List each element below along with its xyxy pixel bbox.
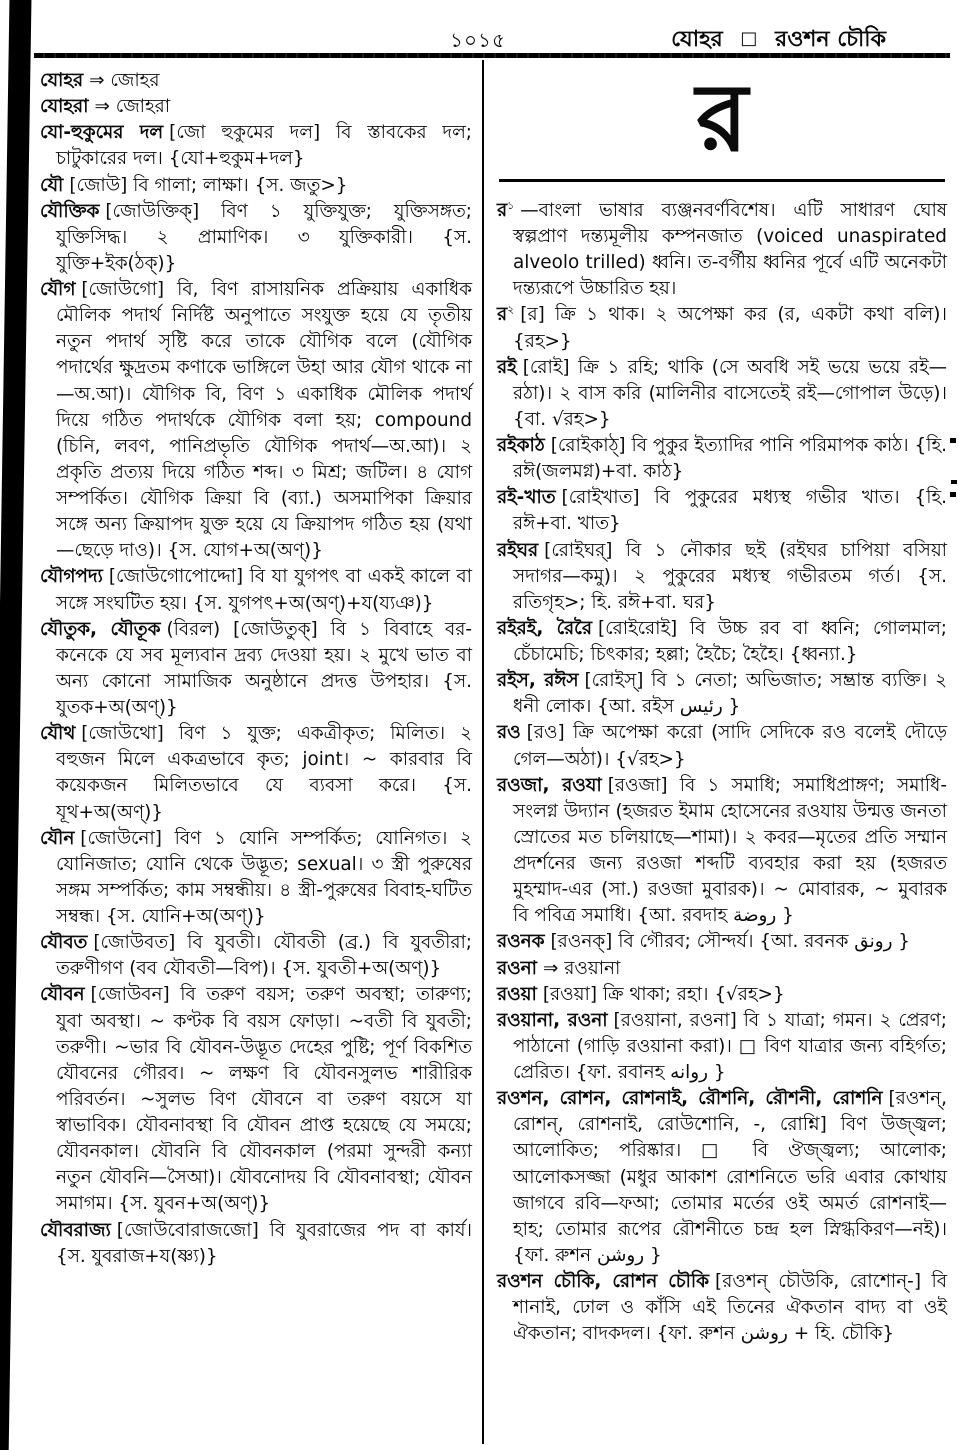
headword: যৌতুক, যৌতূক (40, 618, 161, 640)
scan-artifact-dash (950, 438, 956, 443)
headword: যৌবন (40, 984, 85, 1006)
headword: যৌন (40, 827, 75, 849)
dictionary-entry (40, 617, 472, 722)
headword: রইকাঠ (497, 435, 545, 457)
dictionary-entry (497, 982, 947, 1008)
headword: রইরই, রৈরৈ (497, 617, 592, 639)
right-column-entries (497, 198, 947, 1348)
right-column (497, 64, 947, 1347)
section-rule (499, 179, 945, 182)
section-letter: র (696, 64, 748, 173)
headword: রই (497, 356, 517, 378)
entry-body: [রোই] ক্রি ১ রহি; থাকি (সে অবধি সই ভয়ে ভয়ে রই—রঠা)। ২ বাস করি (মালিনীর বাসেতেই রই—গোপাল উড়ে)। {বা. √রহ>} (513, 356, 947, 430)
dictionary-entry (497, 538, 947, 616)
headword: রওনক (497, 931, 545, 953)
entry-body: [রওনক্] বি গৌরব; সৌন্দর্য। {আ. রবনক رونق } (550, 931, 910, 953)
headword: রইঘর (497, 539, 539, 561)
scan-artifact-dash (951, 480, 957, 484)
entry-body: —বাংলা ভাষার ব্যঞ্জনবর্ণবিশেষ। এটি সাধারণ ঘোষ স্বল্পপ্রাণ দন্ত্যমূলীয় কম্পনজাত (voiced unaspirated alveolo trilled) ধ্বনি। ত-বর্গীয় ধ্বনির পূর্বে এটি অনেকটা দন্ত্যরূপে উচ্চারিত হয়। (513, 199, 947, 300)
headword: রওনা (497, 957, 537, 979)
headword: রওজা, রওযা (497, 774, 602, 796)
entry-body: [রওশন্ চৌউকি, রোশোন্-] বি শানাই, ঢোল ও কাঁসি এই তিনের ঐকতান বাদ্য বা ওই ঐকতান; বাদকদল। {ফা. রুশন روشن + হি. চৌকি} (513, 1271, 947, 1345)
entry-body: [জোউক্তিক্] বিণ ১ যুক্তিযুক্ত; যুক্তিসঙ্গত; যুক্তিসিদ্ধ। ২ প্রামাণিক। ৩ যুক্তিকারী। {স. যুক্তি+ইক(ঠক্)} (56, 200, 472, 274)
entry-body: [রোইস্] বি ১ নেতা; অভিজাত; সম্ভ্রান্ত ব্যক্তি। ২ ধনী লোক। {আ. রইস رئيس } (513, 670, 947, 718)
entry-body: [জোউবোরাজজো] বি যুবরাজের পদ বা কার্য। {স. যুবরাজ+য(ষ্ণ্য)} (56, 1219, 472, 1267)
dictionary-entry (497, 668, 947, 720)
dictionary-entry (497, 616, 947, 668)
scan-artifact-bar (0, 0, 32, 1450)
dictionary-entry (497, 1269, 947, 1347)
guide-separator: □ (740, 28, 758, 49)
dictionary-entry (40, 94, 472, 120)
entry-body: [রওশন্, রোশন্, রোশনাই, রোউশোনি, -, রোশ্নি] বিণ উজ্জ্বল; আলোকিত; পরিষ্কার। □ বি ঔজ্জ্বল্য; আলোক; আলোকসজ্জা (মধুর আকাশ রোশনিতে ভরি এবার কোথায় জাগবে রবি—ফআ; তোমার মর্তের ওই অমর্ত রোশনাই—হাহ; তোমার রূপের রৌশনীতে চন্দ্র হল স্নিগ্ধকিরণ—নই)। {ফা. রুশন روشن } (513, 1088, 947, 1266)
entry-body: [জোউগো] বি, বিণ রাসায়নিক প্রক্রিয়ায় একাধিক মৌলিক পদার্থ নির্দিষ্ট অনুপাতে সংযুক্ত হয়ে যে তৃতীয় নতুন পদার্থ সৃষ্টি করে তাকে যৌগিক বলে (যৌগিক পদার্থের ক্ষুদ্রতম কণাকে ভাঙ্গিলে উহা আর যৌগ থাকে না—অ.আ)। যৌগিক বি, বিণ ১ একাধিক মৌলিক পদার্থ দিয়ে গঠিত পদার্থকে যৌগিক বলা হয়; compound (চিনি, লবণ, পানিপ্রভৃতি যৌগিক পদার্থ—অ.আ)। ২ প্রকৃতি প্রত্যয় দিয়ে গঠিত শব্দ। ৩ মিশ্র; জটিল। ৪ যোগ সম্পর্কিত। যৌগিক ক্রিয়া বি (ব্যা.) অসমাপিকা ক্রিয়ার সঙ্গে অন্য ক্রিয়াপদ যুক্ত হয়ে যে ক্রিয়াপদ গঠিত হয় (যথা—ছেড়ে দাও)। {স. যোগ+অ(অণ্)} (56, 279, 472, 562)
dictionary-entry (497, 485, 947, 537)
dictionary-entry (40, 721, 472, 826)
headword: রই-খাত (497, 487, 556, 509)
entry-body: [জো হুকুমের দল] বি স্তাবকের দল; চাটুকারের দল। {যো+হুকুম+দল} (56, 122, 472, 170)
dictionary-entry (497, 302, 947, 354)
headword: যৌগপদ্য (40, 566, 103, 588)
dictionary-entry (40, 564, 472, 616)
headword: র (497, 199, 508, 221)
dictionary-entry (40, 277, 472, 564)
dictionary-entry (40, 173, 472, 199)
headword: রইস, রঈস (497, 670, 579, 692)
headword: রওয়া (497, 983, 537, 1005)
entry-body: [জোউ] বি গালা; লাক্ষা। {স. জতু>} (69, 174, 348, 196)
page-number: ১০১৫ (450, 28, 506, 52)
headword: যৌবরাজ্য (40, 1219, 111, 1241)
headword: রওশন চৌকি, রোশন চৌকি (497, 1271, 710, 1293)
entry-body: [রোইখাত] বি পুকুরের মধ্যস্থ গভীর খাত। {হি. রঈ+বা. খাত} (513, 487, 947, 535)
entry-body: [রওয়া] ক্রি থাকা; রহা। {√রহ>} (542, 983, 785, 1005)
dictionary-entry (497, 1008, 947, 1086)
dictionary-entry (40, 120, 472, 172)
entry-body: [জোউগোপোদ্দো] বি যা যুগপৎ বা একই কালে বা সঙ্গে সংঘটিত হয়। {স. যুগপৎ+অ(অণ্)+য(য্যঞ)} (56, 566, 472, 614)
headword: রওশন, রোশন, রোশনাই, রৌশনি, রৌশনী, রোশনি (497, 1088, 883, 1110)
entry-body: ⇒ জোহর (89, 70, 160, 91)
entry-body: [জোউবন] বি তরুণ বয়স; তরুণ অবস্থা; তারুণ্য; যুবা অবস্থা। ~ কণ্টক বি বয়স ফোড়া। ~বতী বি যুবতী; তরুণী। ~ভার বি যৌবন-উদ্ভূত দেহের পুষ্টি; পূর্ণ বিকশিত যৌবনের গৌরব। ~ লক্ষণ বি যৌবনসুলভ শারীরিক পরিবর্তন। ~সুলভ বিণ যৌবনে বা তরুণ বয়সে যা স্বাভাবিক। যৌবনাবস্থা বি যৌবন প্রাপ্ত হয়েছে যে সময়ে; যৌবনকাল। যৌবনি বি যৌবনকাল (পরমা সুন্দরী কন্যা নতুন যৌবনি—সৈআ)। যৌবনোদয় বি যৌবনাবস্থা; যৌবন সমাগম। {স. যুবন+অ(অণ্)} (56, 984, 472, 1215)
entry-body: ⇒ জোহরা (94, 96, 171, 118)
dictionary-entry (40, 199, 472, 277)
headword: রওয়ানা, রওনা (497, 1009, 608, 1031)
entry-body: ⇒ রওয়ানা (542, 957, 621, 979)
dictionary-entry (497, 433, 947, 485)
headword: রও (497, 722, 521, 744)
dictionary-entry (40, 930, 472, 982)
dictionary-entry (40, 1218, 472, 1270)
headword: যৌবত (40, 932, 88, 954)
entry-body: [রও] ক্রি অপেক্ষা করো (সাদি সেদিকে রও বলেই দৌড়ে গেল—অঠা)। {√রহ>} (513, 722, 947, 770)
left-column (40, 68, 472, 1270)
entry-body: [রোইকাঠ্] বি পুকুর ইত্যাদির পানি পরিমাপক কাঠ। {হি. রঈ(জলমগ্ন)+বা. কাঠ} (513, 435, 947, 483)
page-header (40, 22, 944, 54)
column-divider (482, 60, 484, 1444)
entry-body: [র] ক্রি ১ থাক। ২ অপেক্ষা কর (র, একটা কথা বলি)। {রহ>} (513, 304, 947, 352)
guide-word-right: রওশন চৌকি (775, 27, 886, 52)
entry-body: [রওজা] বি ১ সমাধি; সমাধিপ্রাঙ্গণ; সমাধি-সংলগ্ন উদ্যান (হজরত ইমাম হোসেনের রওযায় উন্মত্ত জনতা স্রোতের মত চলিয়াছে—শামা)। ২ কবর—মৃতের প্রতি সম্মান প্রদর্শনের জন্য রওজা শব্দটি ব্যবহার করা হয় (হজরত মুহম্মাদ-এর (সা.) রওজা মুবারক)। ~ মোবারক, ~ মুবারক বি পবিত্র সমাধি। {আ. রবদাহ روضة } (513, 774, 947, 927)
entry-body: (বিরল) [জোউতুক্] বি ১ বিবাহে বর-কনেকে যে সব মূল্যবান দ্রব্য দেওয়া হয়। ২ মুখে ভাত বা অন্য কোনো সামাজিক অনুষ্ঠানে প্রদত্ত উপহার। {স. যুতক+অ(অণ্)} (56, 618, 472, 718)
entry-body: [রওয়ানা, রওনা] বি ১ যাত্রা; গমন। ২ প্রেরণ; পাঠানো (গাড়ি রওয়ানা করা)। □ বিণ যাত্রার জন্য বহির্গত; প্রেরিত। {ফা. রবানহ روانه } (513, 1009, 947, 1084)
header-rule (34, 53, 950, 58)
headword: যৌক্তিক (40, 200, 100, 222)
dictionary-entry (497, 929, 947, 955)
dictionary-entry (40, 68, 472, 94)
headword-superscript: ২ (507, 303, 515, 317)
dictionary-entry (497, 198, 947, 303)
headword: যৌ (40, 174, 64, 196)
headword-superscript: ১ (507, 198, 515, 212)
scan-artifact-dash (950, 492, 956, 497)
headword: র (497, 304, 508, 326)
entry-body: [জোউবত] বি যুবতী। যৌবতী (ব্র.) বি যুবতীরা; তরুণীগণ (বব যৌবতী—বিপ)। {স. যুবতী+অ(অণ্)} (56, 932, 472, 980)
entry-body: [জোউথো] বিণ ১ যুক্ত; একত্রীকৃত; মিলিত। ২ বহুজন মিলে একত্রভাবে কৃত; joint। ~ কারবার বি কয়েকজন মিলিতভাবে যে ব্যবসা করে। {স. যূথ+অ(অণ্)} (56, 723, 472, 823)
dictionary-entry (497, 1086, 947, 1269)
headword: যৌথ (40, 723, 76, 745)
headword: যৌগ (40, 279, 76, 300)
headword: যো-হুকুমের দল (40, 122, 164, 144)
dictionary-entry (40, 826, 472, 931)
guide-word-left: যোহর (671, 27, 723, 52)
dictionary-entry (497, 355, 947, 433)
dictionary-entry (497, 720, 947, 772)
headword: যোহর (40, 70, 84, 91)
dictionary-entry (40, 982, 472, 1217)
entry-body: [জোউনো] বিণ ১ যোনি সম্পর্কিত; যোনিগত। ২ যোনিজাত; যোনি থেকে উদ্ভূত; sexual। ৩ স্ত্রী পুরুষের সঙ্গম সম্পর্কিত; কাম সম্বন্ধীয়। ৪ স্ত্রী-পুরুষের বিবাহ-ঘটিত সম্বন্ধ। {স. যোনি+অ(অণ্)} (56, 827, 472, 927)
entry-body: [রোইঘর্] বি ১ নৌকার ছই (রইঘর চাপিয়া বসিয়া সদাগর—কমু)। ২ পুকুরের মধ্যস্থ গভীরতম গর্ত। {স. রতিগৃহ>; হি. রঈ+বা. ঘর} (513, 539, 947, 613)
headword: যোহরা (40, 96, 89, 118)
entry-body: [রোইরোই] বি উচ্চ রব বা ধ্বনি; গোলমাল; চেঁচামেচি; চিৎকার; হল্লা; হৈচৈ; হৈহৈ। {ধ্বন্যা.} (513, 617, 947, 666)
dictionary-entry (497, 956, 947, 982)
dictionary-entry (497, 773, 947, 930)
